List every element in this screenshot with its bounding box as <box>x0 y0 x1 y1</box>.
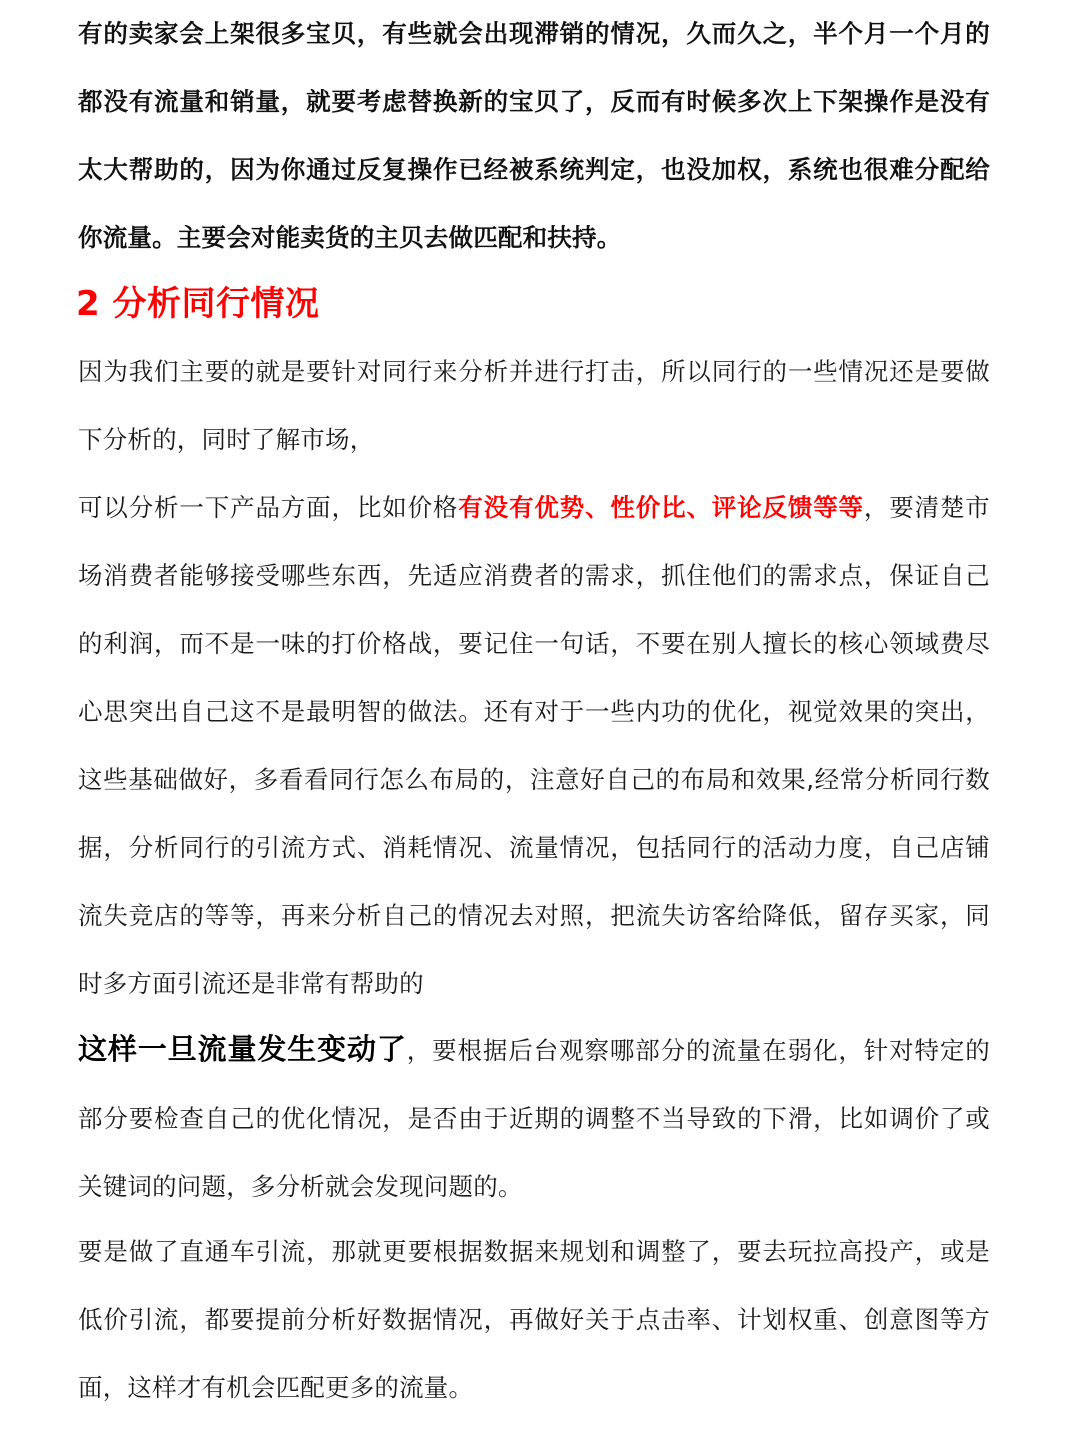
intro-paragraph: 有的卖家会上架很多宝贝，有些就会出现滞销的情况，久而久之，半个月一个月的都没有流量和销量，就要考虑替换新的宝贝了，反而有时候多次上下架操作是没有太大帮助的，因为你通过反复操作已经被系统判定，也没加权，系统也很难分配给你流量。主要会对能卖货的主贝去做匹配和扶持。 <box>78 19 990 252</box>
traffic-change-lead: 这样一旦流量发生变动了 <box>78 1032 407 1066</box>
product-analysis-text-rest: ，要清楚市场消费者能够接受哪些东西，先适应消费者的需求，抓住他们的需求点，保证自己的利润，而不是一味的打价格战，要记住一句话，不要在别人擅长的核心领域费尽心思突出自己这不是最明智的做法。还有对于一些内功的优化，视觉效果的突出，这些基础做好，多看看同行怎么布局的，注意好自己的布局和效果,经常分析同行数据，分析同行的引流方式、消耗情况、流量情况，包括同行的活动力度，自己店铺流失竞店的等等，再来分析自己的情况去对照，把流失访客给降低，留存买家，同时多方面引流还是非常有帮助的 <box>78 493 991 998</box>
traffic-change-text: ，要根据后台观察哪部分的流量在弱化，针对特定的部分要检查自己的优化情况，是否由于近期的调整不当导致的下滑，比如调价了或关键词的问题，多分析就会发现问题的。 <box>78 1036 990 1201</box>
through-train-paragraph: 要是做了直通车引流，那就更要根据数据来规划和调整了，要去玩拉高投产，或是低价引流，都要提前分析好数据情况，再做好关于点击率、计划权重、创意图等方面，这样才有机会匹配更多的流量。 <box>78 1237 990 1402</box>
competitor-intro-paragraph: 因为我们主要的就是要针对同行来分析并进行打击，所以同行的一些情况还是要做下分析的，同时了解市场， <box>78 357 990 454</box>
section-heading: 2 分析同行情况 <box>76 284 320 324</box>
traffic-change-paragraph <box>78 1015 990 1221</box>
product-analysis-paragraph <box>78 474 990 1018</box>
product-analysis-text-start: 可以分析一下产品方面，比如价格 <box>78 493 459 522</box>
highlighted-phrase: 有没有优势、性价比、评论反馈等等 <box>458 493 864 522</box>
